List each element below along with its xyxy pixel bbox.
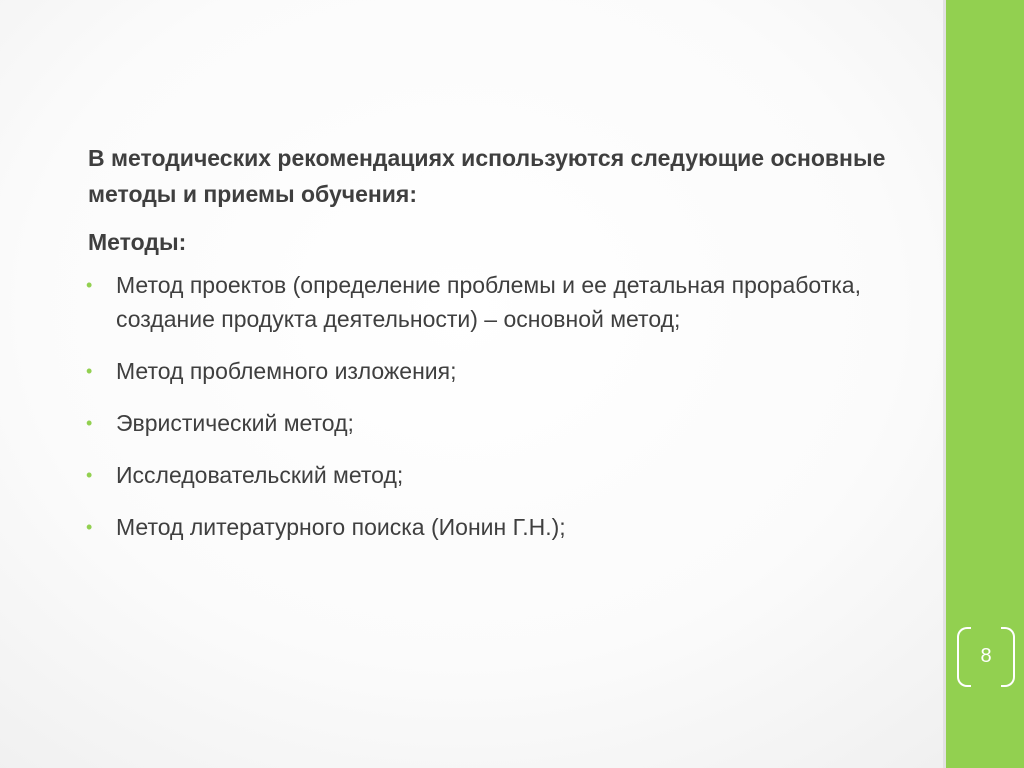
methods-list — [88, 268, 908, 544]
slide-content — [88, 140, 908, 562]
list-item — [88, 458, 908, 492]
list-item-text: Метод проблемного изложения; — [116, 358, 457, 384]
list-item — [88, 406, 908, 440]
list-item — [88, 268, 908, 336]
bullet-icon: • — [86, 275, 93, 295]
list-item-text: Эвристический метод; — [116, 410, 354, 436]
list-item — [88, 510, 908, 544]
intro-text: В методических рекомендациях используются следующие основные методы и приемы обучения: — [88, 145, 886, 207]
bullet-icon: • — [86, 465, 93, 485]
list-item-text: Исследовательский метод; — [116, 462, 404, 488]
methods-heading: Методы: — [88, 229, 187, 255]
bullet-icon: • — [86, 413, 93, 433]
list-item-text: Метод проектов (определение проблемы и ее детальная проработка, создание продукта деятельности) – основной метод; — [116, 272, 861, 332]
list-item — [88, 354, 908, 388]
bullet-icon: • — [86, 361, 93, 381]
list-item-text: Метод литературного поиска (Ионин Г.Н.); — [116, 514, 566, 540]
page-number: 8 — [980, 645, 992, 667]
page-number-badge — [957, 627, 1015, 685]
bullet-icon: • — [86, 517, 93, 537]
